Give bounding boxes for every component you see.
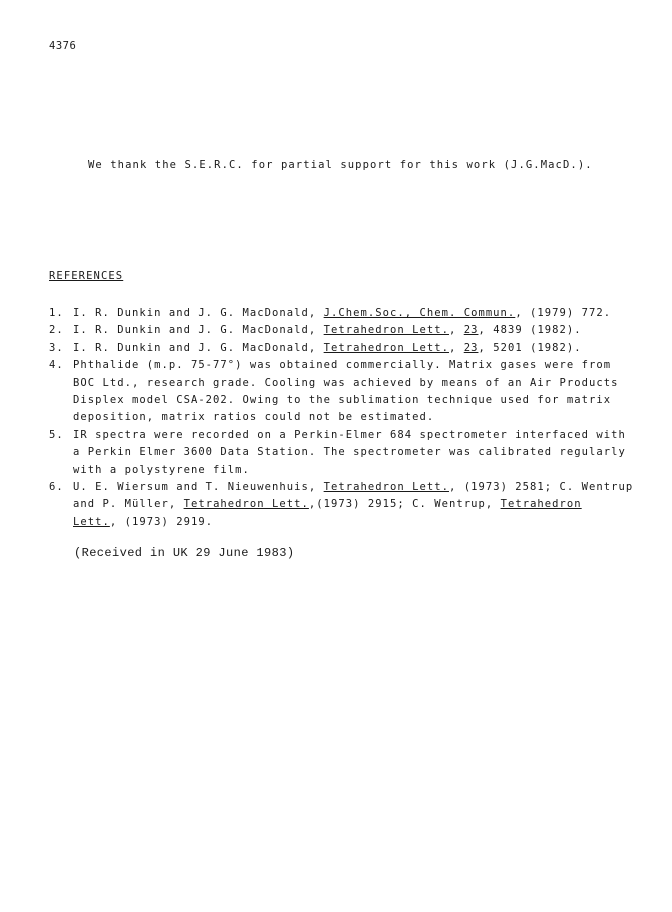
reference-item bbox=[49, 357, 649, 427]
citation-underlined: 23 bbox=[463, 324, 479, 337]
citation-underlined: Tetrahedron bbox=[500, 498, 582, 511]
reference-text bbox=[73, 357, 649, 427]
reference-text bbox=[73, 340, 649, 357]
reference-line bbox=[73, 305, 649, 322]
reference-text bbox=[73, 479, 649, 531]
reference-segment: , 5201 (1982). bbox=[478, 341, 582, 354]
reference-segment: and P. Müller, bbox=[73, 498, 184, 511]
reference-line bbox=[73, 357, 649, 374]
citation-underlined: J.Chem.Soc., Chem. Commun. bbox=[323, 307, 516, 319]
reference-line bbox=[73, 427, 649, 444]
reference-segment: ,(1973) 2915; C. Wentrup, bbox=[308, 498, 501, 511]
reference-segment: , (1973) 2581; C. Wentrup bbox=[448, 481, 634, 494]
reference-number: 5. bbox=[49, 428, 64, 441]
reference-number: 2. bbox=[49, 324, 64, 337]
reference-list bbox=[49, 305, 649, 531]
reference-line bbox=[73, 479, 649, 496]
citation-underlined: Tetrahedron Lett. bbox=[323, 481, 449, 494]
reference-line bbox=[73, 444, 649, 461]
reference-item bbox=[49, 479, 649, 531]
reference-segment: IR spectra were recorded on a Perkin-Elmer 684 spectrometer interfaced with bbox=[73, 428, 626, 441]
reference-line bbox=[73, 496, 649, 513]
reference-item bbox=[49, 340, 649, 357]
reference-segment: with a polystyrene film. bbox=[73, 463, 250, 476]
reference-text bbox=[73, 427, 649, 479]
reference-segment: I. R. Dunkin and J. G. MacDonald, bbox=[73, 324, 324, 337]
citation-underlined: Tetrahedron Lett. bbox=[323, 324, 449, 337]
reference-line bbox=[73, 322, 649, 339]
citation-underlined: Tetrahedron Lett. bbox=[183, 498, 309, 511]
reference-item bbox=[49, 322, 649, 339]
reference-segment: , bbox=[448, 341, 464, 354]
reference-segment: I. R. Dunkin and J. G. MacDonald, bbox=[73, 307, 324, 319]
reference-line bbox=[73, 392, 649, 409]
reference-segment: a Perkin Elmer 3600 Data Station. The spectrometer was calibrated regularly bbox=[73, 446, 626, 459]
reference-segment: U. E. Wiersum and T. Nieuwenhuis, bbox=[73, 481, 324, 494]
reference-segment: , (1973) 2919. bbox=[109, 515, 214, 528]
reference-line bbox=[73, 462, 649, 479]
reference-segment: deposition, matrix ratios could not be estimated. bbox=[73, 411, 435, 424]
reference-segment: Phthalide (m.p. 75-77°) was obtained commercially. Matrix gases were from bbox=[73, 359, 612, 372]
reference-line bbox=[73, 375, 649, 392]
reference-number: 6. bbox=[49, 481, 64, 494]
reference-segment: , 4839 (1982). bbox=[478, 324, 582, 337]
reference-text bbox=[73, 305, 649, 322]
reference-line bbox=[73, 514, 649, 531]
reference-segment: BOC Ltd., research grade. Cooling was achieved by means of an Air Products bbox=[73, 376, 619, 389]
citation-underlined: Lett. bbox=[73, 515, 110, 528]
reference-segment: , bbox=[448, 324, 464, 337]
reference-segment: Displex model CSA-202. Owing to the sublimation technique used for matrix bbox=[73, 394, 612, 407]
reference-number: 1. bbox=[49, 307, 64, 319]
reference-item bbox=[49, 305, 649, 322]
citation-underlined: Tetrahedron Lett. bbox=[323, 341, 449, 354]
acknowledgement: We thank the S.E.R.C. for partial support for this work (J.G.MacD.). bbox=[88, 159, 593, 171]
reference-line bbox=[73, 340, 649, 357]
reference-number: 3. bbox=[49, 341, 64, 354]
citation-underlined: 23 bbox=[463, 341, 479, 354]
received-date: (Received in UK 29 June 1983) bbox=[74, 546, 295, 560]
page-number: 4376 bbox=[49, 40, 77, 52]
reference-text bbox=[73, 322, 649, 339]
reference-segment: I. R. Dunkin and J. G. MacDonald, bbox=[73, 341, 324, 354]
reference-line bbox=[73, 409, 649, 426]
references-heading: REFERENCES bbox=[49, 270, 124, 282]
reference-segment: , (1979) 772. bbox=[515, 307, 612, 319]
reference-item bbox=[49, 427, 649, 479]
reference-number: 4. bbox=[49, 359, 64, 372]
